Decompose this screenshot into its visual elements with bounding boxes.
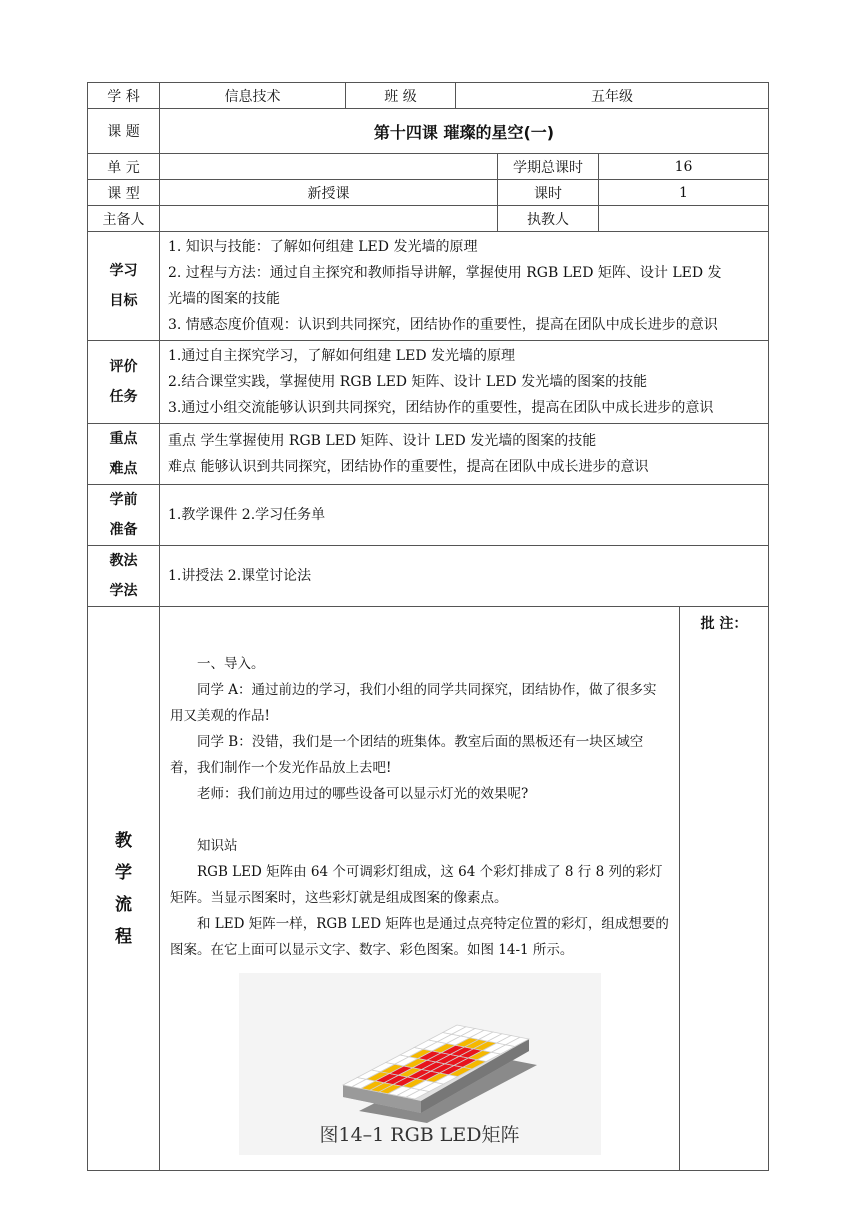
unit-label: 单 元 bbox=[88, 154, 160, 180]
key-points-label: 重点 难点 bbox=[88, 424, 160, 485]
annotation-label: 批 注： bbox=[680, 607, 769, 1171]
preparation-value: 1.教学课件 2.学习任务单 bbox=[160, 485, 769, 546]
knowledge-paragraph: RGB LED 矩阵由 64 个可调彩灯组成，这 64 个彩灯排成了 8 行 8 列的彩灯矩阵。当显示图案时，这些彩灯就是组成图案的像素点。 bbox=[170, 864, 663, 906]
knowledge-heading: 知识站 bbox=[197, 838, 238, 854]
evaluation-line: 1.通过自主探究学习，了解如何组建 LED 发光墙的原理 bbox=[168, 348, 515, 364]
rgb-led-matrix-figure bbox=[239, 973, 601, 1155]
preparation-label: 学前 准备 bbox=[88, 485, 160, 546]
teacher-value bbox=[599, 206, 769, 232]
teacher-label: 执教人 bbox=[498, 206, 599, 232]
knowledge-paragraph: 和 LED 矩阵一样，RGB LED 矩阵也是通过点亮特定位置的彩灯，组成想要的图案。在它上面可以显示文字、数字、彩色图案。如图 14-1 所示。 bbox=[170, 916, 669, 958]
objectives-content bbox=[160, 232, 769, 341]
lesson-type-value: 新授课 bbox=[160, 180, 498, 206]
total-hours-label: 学期总课时 bbox=[498, 154, 599, 180]
unit-value bbox=[160, 154, 498, 180]
evaluation-line: 3.通过小组交流能够认识到共同探究，团结协作的重要性，提高在团队中成长进步的意识 bbox=[168, 400, 714, 416]
key-points-content bbox=[160, 424, 769, 485]
preparer-value bbox=[160, 206, 498, 232]
hours-label: 课时 bbox=[498, 180, 599, 206]
class-value: 五年级 bbox=[456, 83, 769, 109]
evaluation-label: 评价 任务 bbox=[88, 341, 160, 424]
evaluation-content bbox=[160, 341, 769, 424]
dialogue-paragraph: 同学 B：没错，我们是一个团结的班集体。教室后面的黑板还有一块区域空着，我们制作一个发光作品放上去吧! bbox=[170, 734, 644, 776]
preparer-label: 主备人 bbox=[88, 206, 160, 232]
led-matrix-image bbox=[239, 973, 601, 1123]
objective-line: 1. 知识与技能：了解如何组建 LED 发光墙的原理 bbox=[168, 239, 478, 255]
key-point-line: 难点 能够认识到共同探究，团结协作的重要性，提高在团队中成长进步的意识 bbox=[168, 459, 649, 475]
objective-line: 2. 过程与方法：通过自主探究和教师指导讲解，掌握使用 RGB LED 矩阵、设计 LED 发 bbox=[168, 265, 722, 281]
objective-line: 3. 情感态度价值观：认识到共同探究，团结协作的重要性，提高在团队中成长进步的意识 bbox=[168, 317, 718, 333]
methods-label: 教法 学法 bbox=[88, 546, 160, 607]
lesson-label: 课 题 bbox=[88, 109, 160, 154]
dialogue-paragraph: 老师：我们前边用过的哪些设备可以显示灯光的效果呢? bbox=[197, 786, 529, 802]
lesson-type-label: 课 型 bbox=[88, 180, 160, 206]
class-label: 班 级 bbox=[346, 83, 456, 109]
dialogue-paragraph: 同学 A：通过前边的学习，我们小组的同学共同探究，团结协作，做了很多实用又美观的作品! bbox=[170, 682, 657, 724]
figure-caption: 图14–1 RGB LED矩阵 bbox=[319, 1124, 520, 1146]
process-content bbox=[160, 607, 680, 1171]
subject-value: 信息技术 bbox=[160, 83, 346, 109]
methods-value: 1.讲授法 2.课堂讨论法 bbox=[160, 546, 769, 607]
subject-label: 学 科 bbox=[88, 83, 160, 109]
intro-heading: 一、导入。 bbox=[197, 656, 265, 672]
lesson-plan-table bbox=[87, 82, 769, 1171]
key-point-line: 重点 学生掌握使用 RGB LED 矩阵、设计 LED 发光墙的图案的技能 bbox=[168, 433, 597, 449]
total-hours-value: 16 bbox=[599, 154, 769, 180]
objective-line: 光墙的图案的技能 bbox=[168, 291, 280, 307]
hours-value: 1 bbox=[599, 180, 769, 206]
lesson-title: 第十四课 璀璨的星空(一) bbox=[160, 109, 769, 154]
process-label: 教 学 流 程 bbox=[88, 607, 160, 1171]
evaluation-line: 2.结合课堂实践，掌握使用 RGB LED 矩阵、设计 LED 发光墙的图案的技能 bbox=[168, 374, 648, 390]
objectives-label: 学习 目标 bbox=[88, 232, 160, 341]
